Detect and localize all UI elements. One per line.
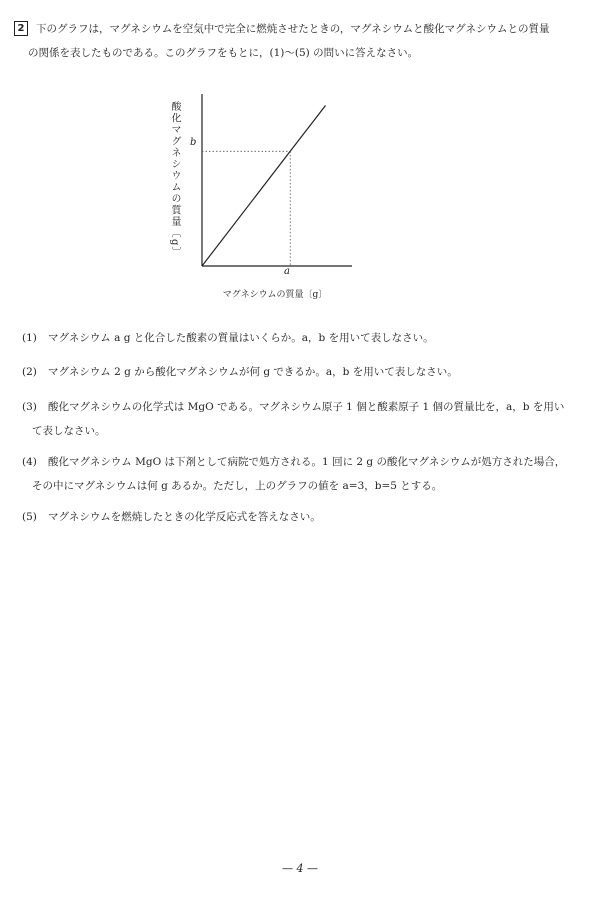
- intro-line-2: の関係を表したものである。このグラフをもとに，(1)～(5) の問いに答えなさい。: [28, 47, 419, 59]
- graph-series: [202, 106, 326, 267]
- y-axis-label: 酸化マグネシウムの質量〔g〕: [169, 101, 180, 259]
- question-3: [22, 395, 590, 443]
- question-2: [22, 360, 590, 384]
- intro-line-1: 下のグラフは，マグネシウムを空気中で完全に燃焼させたときの，マグネシウムと酸化マグネシウムとの質量: [36, 23, 550, 35]
- y-tick-label-b: b: [190, 137, 197, 148]
- question-2-number: (2): [22, 366, 37, 378]
- page-number: — 4 —: [282, 862, 318, 875]
- question-5-text: マグネシウムを燃焼したときの化学反応式を答えなさい。: [48, 511, 321, 523]
- problem-number: 2: [14, 21, 28, 36]
- question-4: [22, 450, 590, 498]
- question-2-text: マグネシウム 2 g から酸化マグネシウムが何 g できるか。a，b を用いて表しなさい。: [48, 366, 458, 378]
- graph-axes: [202, 94, 352, 266]
- question-4-text-2: その中にマグネシウムは何 g あるか。ただし，上のグラフの値を a=3，b=5 とする。: [32, 480, 443, 492]
- mass-graph: [0, 0, 600, 310]
- x-tick-label-a: a: [284, 266, 290, 277]
- series-line-1: [202, 106, 326, 267]
- question-1: [22, 326, 590, 350]
- question-4-text-1: 酸化マグネシウム MgO は下剤として病院で処方される。1 回に 2 g の酸化マグネシウムが処方された場合，: [48, 456, 566, 468]
- question-3-number: (3): [22, 401, 37, 413]
- question-3-text-2: て表しなさい。: [32, 425, 106, 437]
- question-5: [22, 505, 590, 529]
- question-1-number: (1): [22, 332, 37, 344]
- question-1-text: マグネシウム a g と化合した酸素の質量はいくらか。a，b を用いて表しなさい。: [48, 332, 434, 344]
- question-3-text-1: 酸化マグネシウムの化学式は MgO である。マグネシウム原子 1 個と酸素原子 1 個の質量比を，a，b を用い: [48, 401, 565, 413]
- x-axis-label: マグネシウムの質量〔g〕: [222, 290, 328, 300]
- question-4-number: (4): [22, 456, 37, 468]
- question-5-number: (5): [22, 511, 37, 523]
